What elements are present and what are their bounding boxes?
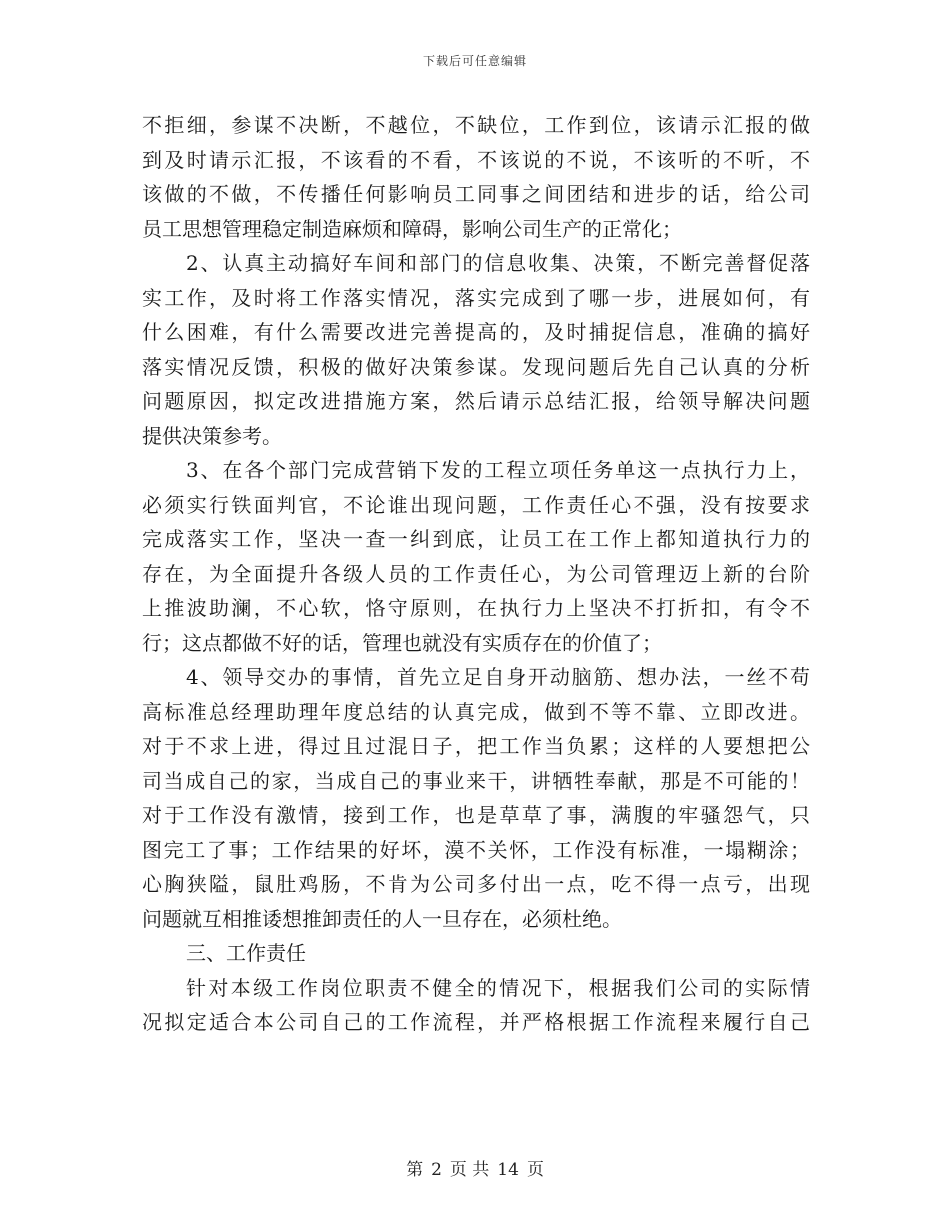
- text-line: 高标准总经理助理年度总结的认真完成，做到不等不靠、立即改进。: [142, 699, 810, 724]
- footer-prefix: 第: [406, 1160, 424, 1180]
- text-line: 上推波助澜，不心软，恪守原则，在执行力上坚决不打折扣，有令不: [142, 596, 810, 620]
- text-line: 不拒细，参谋不决断，不越位，不缺位，工作到位，该请示汇报的做: [142, 113, 810, 137]
- text-line: 员工思想管理稳定制造麻烦和障碍，影响公司生产的正常化；: [142, 216, 682, 241]
- text-line: 存在，为全面提升各级人员的工作责任心，为公司管理迈上新的台阶: [142, 561, 810, 586]
- page-header: 下载后可任意编辑: [422, 54, 527, 68]
- text-line: 提供决策参考。: [142, 423, 282, 448]
- text-line: 该做的不做，不传播任何影响员工同事之间团结和进步的话，给公司: [142, 182, 810, 206]
- text-line: 4、领导交办的事情，首先立足自身开动脑筋、想办法，一丝不苟: [186, 665, 810, 689]
- text-line: 实工作，及时将工作落实情况，落实完成到了哪一步，进展如何，有: [142, 285, 810, 310]
- page-footer: [0, 1155, 950, 1180]
- text-line: 况拟定适合本公司自己的工作流程，并严格根据工作流程来履行自己: [142, 1010, 810, 1034]
- section-heading: 三、工作责任: [186, 941, 306, 965]
- text-line: 问题就互相推诿想推卸责任的人一旦存在，必须杜绝。: [142, 906, 622, 931]
- text-line: 到及时请示汇报，不该看的不看，不该说的不说，不该听的不听，不: [142, 147, 810, 172]
- text-line: 2、认真主动搞好车间和部门的信息收集、决策，不断完善督促落: [186, 251, 810, 275]
- footer-suffix: 页: [526, 1160, 544, 1180]
- text-line: 图完工了事；工作结果的好坏，漠不关怀，工作没有标准，一塌糊涂；: [142, 837, 810, 862]
- text-line: 行；这点都做不好的话，管理也就没有实质存在的价值了；: [142, 630, 662, 655]
- text-line: 心胸狭隘，鼠肚鸡肠，不肯为公司多付出一点，吃不得一点亏，出现: [142, 872, 810, 896]
- text-line: 落实情况反馈，积极的做好决策参谋。发现问题后先自己认真的分析: [142, 354, 810, 379]
- text-line: 对于工作没有激情，接到工作，也是草草了事，满腹的牢骚怨气，只: [142, 803, 810, 827]
- text-line: 什么困难，有什么需要改进完善提高的，及时捕捉信息，准确的搞好: [142, 320, 810, 344]
- text-line: 对于不求上进，得过且过混日子，把工作当负累；这样的人要想把公: [142, 734, 810, 758]
- text-line: 3、在各个部门完成营销下发的工程立项任务单这一点执行力上，: [186, 458, 810, 482]
- text-line: 司当成自己的家，当成自己的事业来干，讲牺牲奉献，那是不可能的！: [142, 768, 810, 793]
- text-line: 必须实行铁面判官，不论谁出现问题，工作责任心不强，没有按要求: [142, 492, 810, 517]
- text-line: 问题原因，拟定改进措施方案，然后请示总结汇报，给领导解决问题: [142, 389, 810, 413]
- document-body: [142, 108, 810, 1040]
- footer-middle: 页 共: [449, 1160, 490, 1180]
- text-line: 针对本级工作岗位职责不健全的情况下，根据我们公司的实际情: [186, 975, 810, 1000]
- text-line: 完成落实工作，坚决一查一纠到底，让员工在工作上都知道执行力的: [142, 527, 810, 551]
- current-page-number: 2: [431, 1160, 442, 1180]
- total-page-count: 14: [497, 1160, 519, 1180]
